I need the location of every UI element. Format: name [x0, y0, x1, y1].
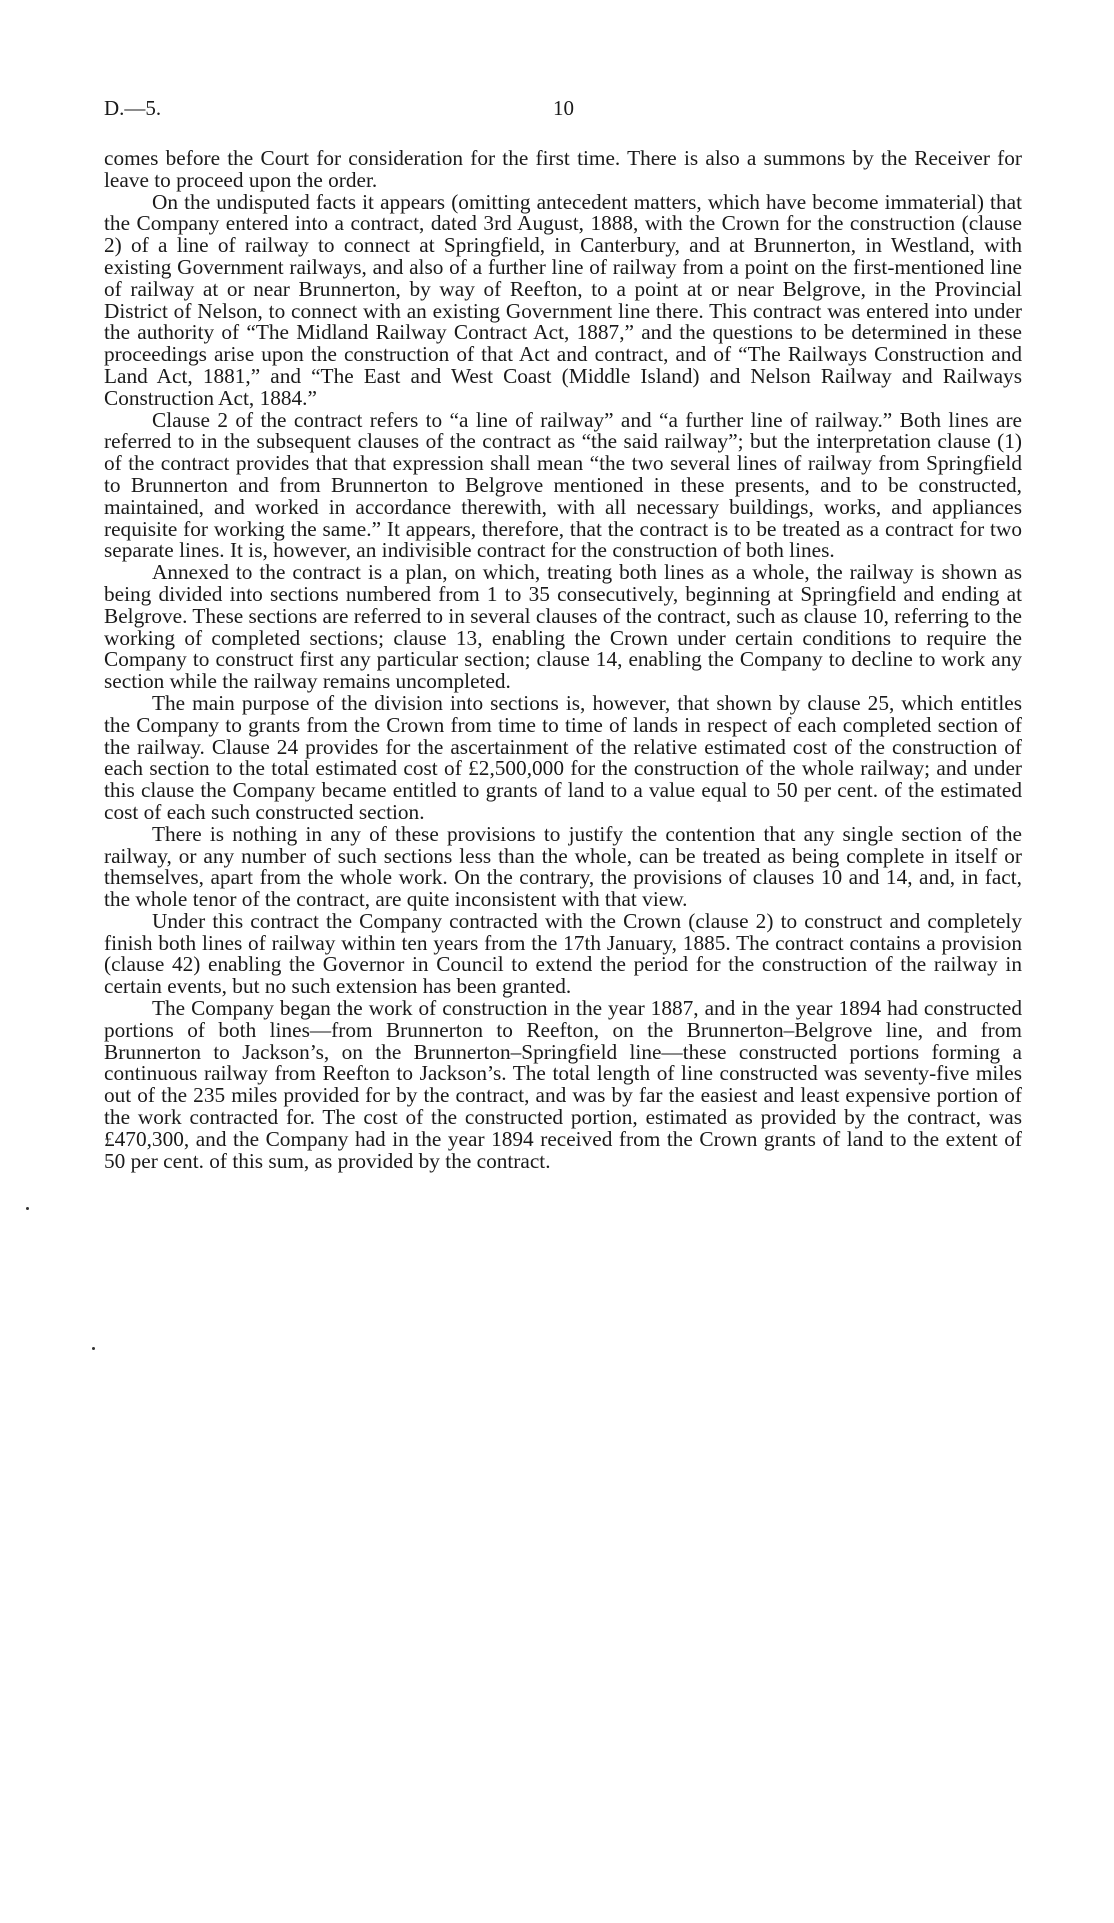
paragraph: Clause 2 of the contract refers to “a line of railway” and “a further line of railway.” Both lines are referred to in the subsequent clauses of the contract as “the said railway”; but the interpretation clause (1) of the contract provides that that expression shall mean “the two several lines of railway from Springfield to Brunnerton and from Brunnerton to Belgrove mentioned in these presents, and to be constructed, maintained, and worked in accordance therewith, with all necessary buildings, works, and appliances requisite for working the same.” It appears, therefore, that the contract is to be treated as a contract for two separate lines. It is, however, an indivisible contract for the construction of both lines. — [104, 407, 1022, 563]
margin-speck — [26, 1207, 29, 1210]
paragraph: Annexed to the contract is a plan, on which, treating both lines as a whole, the railway is shown as being divided into sections numbered from 1 to 35 consecutively, beginning at Springfield and ending at Belgrove. These sections are referred to in several clauses of the contract, such as clause 10, referring to the working of completed sections; clause 13, enabling the Crown under certain conditions to require the Company to construct first any particular section; clause 14, enabling the Company to decline to work any section while the railway remains uncompleted. — [104, 560, 1022, 694]
paragraph: Under this contract the Company contracted with the Crown (clause 2) to construct and completely finish both lines of railway within ten years from the 17th January, 1885. The contract contains a provision (clause 42) enabling the Governor in Council to extend the period for the construction of the railway in certain events, but no such extension has been granted. — [104, 908, 1022, 999]
paragraph: On the undisputed facts it appears (omitting antecedent matters, which have become immaterial) that the Company entered into a contract, dated 3rd August, 1888, with the Crown for the construction (clause 2) of a line of railway to connect at Springfield, in Canterbury, and at Brunnerton, in Westland, with existing Government railways, and also of a further line of railway from a point on the first-mentioned line of railway at or near Brunnerton, by way of Reefton, to a point at or near Belgrove, in the Provincial District of Nelson, to connect with an existing Government line there. This contract was entered into under the authority of “The Midland Railway Contract Act, 1887,” and the questions to be determined in these proceedings arise upon the construction of that Act and contract, and of “The Railways Construction and Land Act, 1881,” and “The East and West Coast (Middle Island) and Nelson Railway and Railways Construction Act, 1884.” — [104, 189, 1022, 410]
margin-speck — [92, 1347, 95, 1350]
page-number: 10 — [553, 96, 574, 120]
paragraph: comes before the Court for consideration for the first time. There is also a summons by the Receiver for leave to proceed upon the order. — [104, 146, 1022, 192]
document-body — [104, 148, 1022, 1172]
paragraph: The Company began the work of construction in the year 1887, and in the year 1894 had constructed portions of both lines—from Brunnerton to Reefton, on the Brunnerton–Belgrove line, and from Brunnerton to Jackson’s, on the Brunnerton–Springfield line—these constructed portions forming a continuous railway from Reefton to Jackson’s. The total length of line constructed was seventy-five miles out of the 235 miles provided for by the contract, and was by far the easiest and least expensive portion of the work contracted for. The cost of the constructed portion, estimated as provided by the contract, was £470,300, and the Company had in the year 1894 received from the Crown grants of land to the extent of 50 per cent. of this sum, as provided by the contract. — [104, 996, 1022, 1173]
paragraph: There is nothing in any of these provisions to justify the contention that any single section of the railway, or any number of such sections less than the whole, can be treated as being complete in itself or themselves, apart from the whole work. On the contrary, the provisions of clauses 10 and 14, and, in fact, the whole tenor of the contract, are quite inconsistent with that view. — [104, 821, 1022, 912]
page-header — [104, 96, 1022, 126]
paragraph: The main purpose of the division into sections is, however, that shown by clause 25, which entitles the Company to grants from the Crown from time to time of lands in respect of each completed section of the railway. Clause 24 provides for the ascertainment of the relative estimated cost of the construction of each section to the total estimated cost of £2,500,000 for the construction of the whole railway; and under this clause the Company became entitled to grants of land to a value equal to 50 per cent. of the estimated cost of each such constructed section. — [104, 690, 1022, 824]
document-reference: D.—5. — [104, 96, 162, 120]
